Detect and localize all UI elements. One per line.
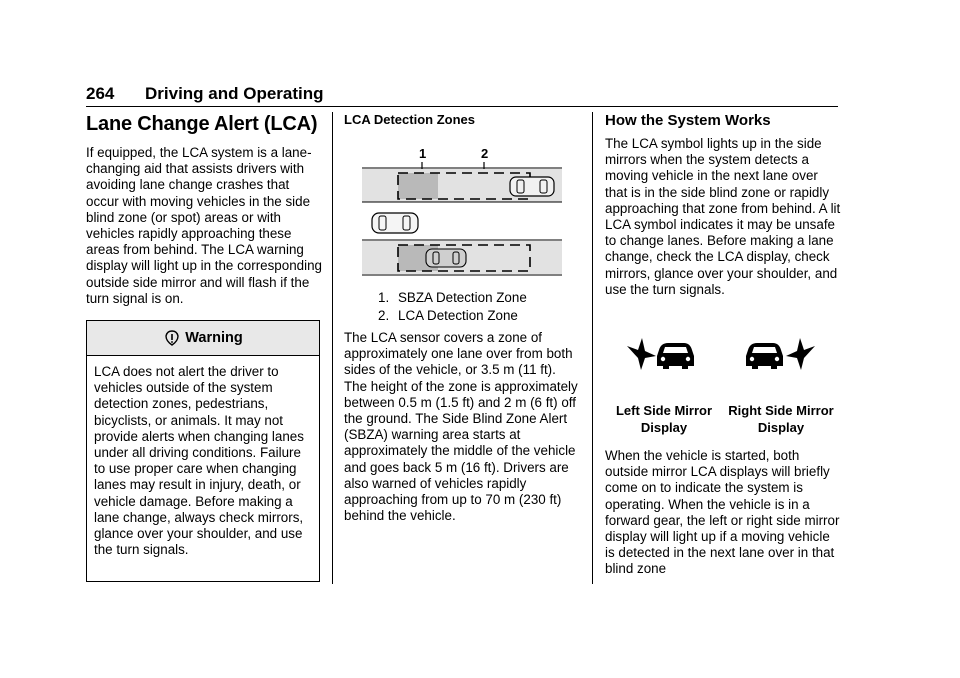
blind-zone-car-icon xyxy=(426,249,466,267)
warning-text: LCA does not alert the driver to vehicles outside of the system detection zones, pedestrians, bicyclists, or animals. It may not provide alerts when changing lanes under all driving conditions. Failure to use proper care when changing lanes may result in injury, death, or vehicle damage. Before making a lane change, always check mirrors, glance over your shoulder, and use the turn signals. xyxy=(94,364,304,558)
callout-2: 2 xyxy=(481,146,489,161)
column-2 xyxy=(344,112,578,128)
warning-header xyxy=(87,321,319,356)
column-divider-1 xyxy=(332,112,333,584)
host-vehicle-icon xyxy=(372,213,418,233)
legend-item-2: 2. LCA Detection Zone xyxy=(378,308,518,323)
section-heading: How the System Works xyxy=(605,112,771,129)
page-number: 264 xyxy=(86,84,115,103)
figure-legend xyxy=(344,289,578,325)
column-divider-2 xyxy=(592,112,593,584)
warning-icon xyxy=(163,329,181,347)
warning-label: Warning xyxy=(185,330,243,346)
sbza-zone-top xyxy=(398,173,438,199)
section-title: Driving and Operating xyxy=(145,84,324,103)
column-3 xyxy=(605,112,841,298)
legend-item-1: 1. SBZA Detection Zone xyxy=(378,290,527,305)
callout-1: 1 xyxy=(419,146,427,161)
sensor-coverage-paragraph: The LCA sensor covers a zone of approximately one lane over from both sides of the vehicle, or 3.5 m (11 ft). The height of the zone is approximately between 0.5 m (1.5 ft) and 2 m (6 ft) off the ground. The Side Blind Zone Alert (SBZA) warning area starts at approximately the middle of the vehicle and goes back 5 m (16 ft). Drivers are also warned of vehicles rapidly approaching from up to 70 m (230 ft) behind the vehicle. xyxy=(344,330,578,524)
left-display-label: Left Side Mirror Display xyxy=(615,403,713,435)
page-title: Lane Change Alert (LCA) xyxy=(86,113,318,135)
page-header xyxy=(86,84,838,107)
how-it-works-paragraph: The LCA symbol lights up in the side mirrors when the system detects a moving vehicle in the next lane over that is in the side blind zone or rapidly approaching that zone from behind. A lit LCA symbol indicates it may be unsafe to change lanes. Before making a lane change, check the LCA display, check mirrors, glance over your shoulder, and use the turn signals. xyxy=(605,136,841,297)
approaching-car-icon xyxy=(510,177,554,196)
lca-left-symbol-icon xyxy=(626,336,696,374)
column-3-body-2 xyxy=(605,448,841,578)
column-2-body xyxy=(344,330,580,524)
column-1 xyxy=(86,112,322,307)
lca-detection-zones-diagram xyxy=(362,142,562,280)
right-display-label: Right Side Mirror Display xyxy=(728,403,834,435)
intro-paragraph: If equipped, the LCA system is a lane-changing aid that assists drivers with avoiding lane change crashes that occur with moving vehicles in the side blind zone (or spot) areas or with vehicles rapidly approaching these areas from behind. The LCA warning display will light up in the corresponding outside side mirror and will flash if the turn signal is on. xyxy=(86,145,322,306)
startup-paragraph: When the vehicle is started, both outside mirror LCA displays will briefly come on to indicate the system is operating. When the vehicle is in a forward gear, the left or right side mirror display will light up if a moving vehicle is detected in the next lane over in that blind zone xyxy=(605,448,840,577)
lca-right-symbol-icon xyxy=(746,336,816,374)
figure-caption: LCA Detection Zones xyxy=(344,112,475,127)
warning-box xyxy=(86,320,320,582)
